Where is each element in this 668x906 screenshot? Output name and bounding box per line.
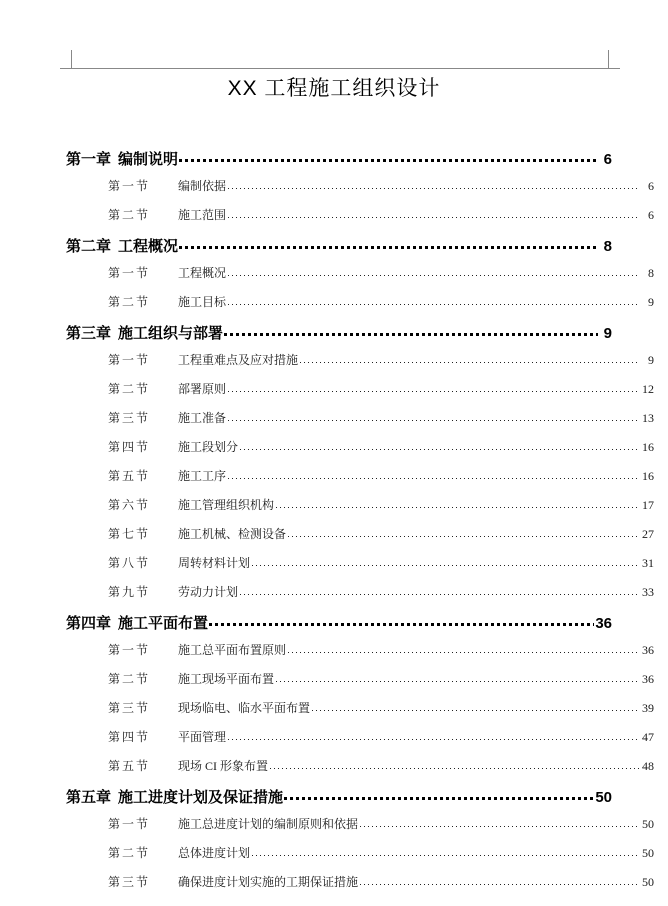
toc-section-entry[interactable] <box>66 525 654 554</box>
toc-dot-leader <box>288 527 639 538</box>
toc-entry-number: 第五章 <box>66 789 112 806</box>
toc-entry-number: 第三节 <box>108 875 151 889</box>
toc-entry-label: 施工管理组织机构 <box>178 498 275 512</box>
toc-entry-label: 施工现场平面布置 <box>178 672 275 686</box>
header-rule <box>71 68 608 69</box>
toc-entry-label: 施工工序 <box>178 469 227 483</box>
toc-entry-label: 施工准备 <box>178 411 227 425</box>
toc-dot-leader <box>228 730 639 741</box>
toc-entry-number: 第三章 <box>66 325 112 342</box>
toc-page-number: 48 <box>642 759 654 773</box>
toc-entry-label: 施工进度计划及保证措施 <box>118 789 284 806</box>
document-title: XX 工程施工组织设计 <box>227 77 441 100</box>
toc-entry-number: 第九节 <box>108 585 151 599</box>
toc-entry-number: 第七节 <box>108 527 151 541</box>
toc-section-entry[interactable] <box>66 554 654 583</box>
toc-entry-label: 施工机械、检测设备 <box>178 527 287 541</box>
toc-section-entry[interactable] <box>66 641 654 670</box>
toc-chapter-entry[interactable] <box>66 148 612 177</box>
toc-entry-number: 第五节 <box>108 759 151 773</box>
toc-page-number: 9 <box>648 295 654 309</box>
toc-dot-leader <box>240 440 639 451</box>
toc-section-entry[interactable] <box>66 728 654 757</box>
toc-entry-number: 第一章 <box>66 151 112 168</box>
corner-mark-horizontal-stub <box>608 68 620 69</box>
toc-page-number: 31 <box>642 556 654 570</box>
toc-section-entry[interactable] <box>66 293 654 322</box>
toc-section-entry[interactable] <box>66 438 654 467</box>
toc-entry-number: 第六节 <box>108 498 151 512</box>
toc-dot-leader <box>360 817 639 828</box>
toc-chapter-entry[interactable] <box>66 612 612 641</box>
toc-page-number: 36 <box>642 672 654 686</box>
toc-page-number: 6 <box>603 151 612 168</box>
toc-dot-leader <box>228 266 639 277</box>
toc-page-number: 16 <box>642 440 654 454</box>
toc-page-number: 16 <box>642 469 654 483</box>
toc-dot-leader <box>228 469 639 480</box>
toc-entry-number: 第三节 <box>108 411 151 425</box>
toc-entry-label: 施工段划分 <box>178 440 239 454</box>
toc-section-entry[interactable] <box>66 699 654 728</box>
toc-entry-label: 施工总进度计划的编制原则和依据 <box>178 817 359 831</box>
toc-entry-label: 编制说明 <box>118 151 179 168</box>
toc-page-number: 9 <box>648 353 654 367</box>
toc-dot-leader <box>240 585 639 596</box>
toc-section-entry[interactable] <box>66 409 654 438</box>
toc-page-number: 47 <box>642 730 654 744</box>
toc-entry-number: 第四节 <box>108 440 151 454</box>
toc-entry-label: 总体进度计划 <box>178 846 251 860</box>
toc-dot-leader <box>228 411 639 422</box>
toc-entry-label: 施工范围 <box>178 208 227 222</box>
toc-page-number: 33 <box>642 585 654 599</box>
toc-dot-leader <box>179 151 598 164</box>
toc-dot-leader <box>252 556 639 567</box>
toc-section-entry[interactable] <box>66 351 654 380</box>
toc-chapter-entry[interactable] <box>66 786 612 815</box>
toc-dot-leader <box>228 382 639 393</box>
toc-entry-number: 第四节 <box>108 730 151 744</box>
toc-section-entry[interactable] <box>66 670 654 699</box>
toc-page-number: 50 <box>642 846 654 860</box>
corner-mark-vertical-rule <box>608 50 609 69</box>
toc-dot-leader <box>276 498 639 509</box>
toc-section-entry[interactable] <box>66 844 654 873</box>
toc-entry-number: 第一节 <box>108 817 151 831</box>
toc-entry-label: 施工目标 <box>178 295 227 309</box>
toc-entry-label: 确保进度计划实施的工期保证措施 <box>178 875 359 889</box>
toc-entry-label: 工程概况 <box>118 238 179 255</box>
toc-entry-number: 第五节 <box>108 469 151 483</box>
toc-section-entry[interactable] <box>66 264 654 293</box>
toc-dot-leader <box>300 353 639 364</box>
toc-dot-leader <box>179 238 598 251</box>
toc-chapter-entry[interactable] <box>66 235 612 264</box>
toc-entry-label: 部署原则 <box>178 382 227 396</box>
toc-page-number: 9 <box>603 325 612 342</box>
page-margin-corner-mark-top-right <box>60 50 620 70</box>
toc-entry-number: 第一节 <box>108 643 151 657</box>
table-of-contents <box>66 148 654 902</box>
toc-section-entry[interactable] <box>66 380 654 409</box>
toc-section-entry[interactable] <box>66 757 654 786</box>
toc-entry-label: 工程重难点及应对措施 <box>178 353 299 367</box>
toc-page-number: 39 <box>642 701 654 715</box>
toc-entry-label: 周转材料计划 <box>178 556 251 570</box>
toc-section-entry[interactable] <box>66 496 654 525</box>
toc-dot-leader <box>228 179 639 190</box>
toc-page-number: 12 <box>642 382 654 396</box>
toc-entry-number: 第八节 <box>108 556 151 570</box>
toc-entry-label: 施工总平面布置原则 <box>178 643 287 657</box>
toc-entry-number: 第二节 <box>108 295 151 309</box>
toc-chapter-entry[interactable] <box>66 322 612 351</box>
toc-dot-leader <box>252 846 639 857</box>
toc-entry-number: 第四章 <box>66 615 112 632</box>
toc-page-number: 8 <box>648 266 654 280</box>
toc-entry-label: 施工组织与部署 <box>118 325 224 342</box>
toc-entry-number: 第二章 <box>66 238 112 255</box>
toc-entry-label: 工程概况 <box>178 266 227 280</box>
toc-section-entry[interactable] <box>66 177 654 206</box>
toc-entry-label: 现场临电、临水平面布置 <box>178 701 311 715</box>
corner-mark-horizontal-stub <box>60 68 72 69</box>
toc-entry-number: 第一节 <box>108 179 151 193</box>
toc-entry-label: 编制依据 <box>178 179 227 193</box>
toc-page-number: 36 <box>595 615 612 632</box>
toc-dot-leader <box>312 701 639 712</box>
toc-page-number: 50 <box>642 817 654 831</box>
toc-dot-leader <box>228 208 639 219</box>
toc-entry-number: 第一节 <box>108 266 151 280</box>
toc-page-number: 6 <box>648 208 654 222</box>
toc-entry-label: 劳动力计划 <box>178 585 239 599</box>
toc-page-number: 17 <box>642 498 654 512</box>
toc-dot-leader <box>228 295 639 306</box>
toc-dot-leader <box>270 759 639 770</box>
toc-entry-label: 施工平面布置 <box>118 615 209 632</box>
toc-page-number: 50 <box>642 875 654 889</box>
toc-entry-label: 平面管理 <box>178 730 227 744</box>
corner-mark-vertical-rule <box>71 50 72 69</box>
toc-entry-number: 第二节 <box>108 382 151 396</box>
toc-page-number: 13 <box>642 411 654 425</box>
toc-section-entry[interactable] <box>66 815 654 844</box>
toc-dot-leader <box>288 643 639 654</box>
page-margin-corner-mark-top-left <box>60 50 620 70</box>
toc-dot-leader <box>224 325 598 338</box>
toc-section-entry[interactable] <box>66 583 654 612</box>
toc-entry-number: 第二节 <box>108 672 151 686</box>
toc-dot-leader <box>360 875 639 886</box>
toc-page-number: 8 <box>603 238 612 255</box>
toc-section-entry[interactable] <box>66 873 654 902</box>
toc-page-number: 50 <box>595 789 612 806</box>
toc-page-number: 6 <box>648 179 654 193</box>
toc-entry-number: 第三节 <box>108 701 151 715</box>
toc-page-number: 27 <box>642 527 654 541</box>
toc-entry-label: 现场 CI 形象布置 <box>178 759 269 773</box>
toc-entry-number: 第一节 <box>108 353 151 367</box>
toc-entry-number: 第二节 <box>108 846 151 860</box>
toc-section-entry[interactable] <box>66 206 654 235</box>
toc-entry-number: 第二节 <box>108 208 151 222</box>
toc-dot-leader <box>209 615 594 628</box>
toc-page-number: 36 <box>642 643 654 657</box>
toc-section-entry[interactable] <box>66 467 654 496</box>
toc-dot-leader <box>284 789 594 802</box>
toc-dot-leader <box>276 672 639 683</box>
